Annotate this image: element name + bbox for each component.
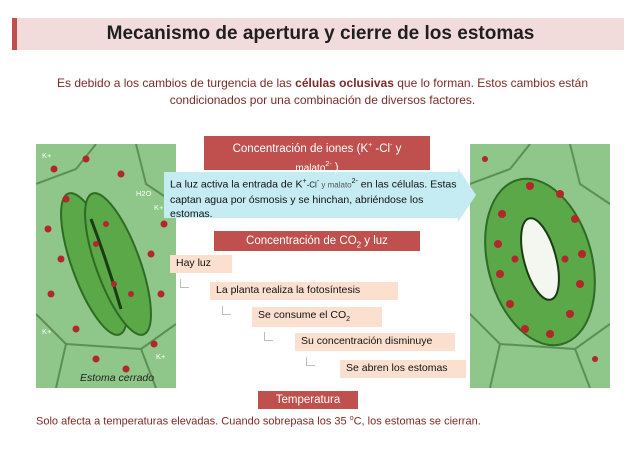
factor-temp-box: [258, 391, 358, 409]
ion-dot: [93, 356, 100, 363]
ion-dot: [48, 291, 55, 298]
ion-dot: [45, 226, 52, 233]
label-h2o: H2O: [136, 189, 152, 198]
open-stoma-illustration: [470, 144, 610, 388]
ion-dot: [576, 280, 584, 288]
step-2-text: La planta realiza la fotosíntesis: [216, 284, 361, 296]
factor-ions-sup2: -: [390, 142, 393, 149]
step-5-text: Se abren los estomas: [346, 362, 448, 374]
ions-text-f: 2-: [351, 178, 358, 185]
ion-dot: [521, 325, 529, 333]
step-1: [170, 255, 232, 273]
transition-arrow-head: [458, 168, 476, 222]
ions-text-g: en las células. Estas captan agua por ósmosis y se hinchan, abriéndose los estomas.: [170, 178, 457, 220]
factor-ions-box: [204, 136, 430, 174]
factor-ions-sup1: +: [368, 142, 373, 149]
title-bar: [12, 18, 624, 50]
step-4-text: Su concentración disminuye: [301, 335, 433, 347]
footer-a: Solo afecta a temperaturas elevadas. Cuando sobrepasa los 35: [36, 415, 350, 428]
label-k-1: K+: [42, 151, 52, 160]
factor-co2-box: [214, 231, 420, 251]
ion-dot: [498, 210, 506, 218]
temperature-note: [36, 415, 481, 428]
connector-2: [222, 306, 231, 315]
connector-3: [264, 332, 273, 341]
label-k-3: K+: [42, 327, 52, 336]
ion-dot: [83, 156, 90, 163]
ions-text-d: -: [316, 178, 320, 185]
ion-dot: [566, 310, 574, 318]
ion-dot: [158, 291, 165, 298]
factor-temp-label: Temperatura: [275, 394, 341, 406]
ion-dot: [512, 256, 519, 263]
connector-1: [180, 279, 189, 288]
factor-ions-line2: malato: [295, 162, 326, 174]
ion-dot: [494, 240, 502, 248]
step-5: [340, 360, 466, 378]
ion-dot: [556, 190, 564, 198]
ions-text-b: +: [302, 178, 307, 185]
intro-part2: que lo forman. Estos cambios están condicionados por una combinación de diversos factores.: [169, 76, 588, 107]
factor-ions-sup3: 2-: [325, 160, 332, 168]
factor-co2-label: Concentración de CO: [246, 235, 357, 247]
factor-ions-mid: -Cl: [372, 142, 391, 155]
ion-dot: [546, 330, 554, 338]
ion-dot: [526, 182, 534, 190]
factor-co2-end: y luz: [361, 235, 388, 247]
factor-ions-end1: y: [392, 142, 402, 155]
factor-co2-sub: 2: [356, 240, 362, 250]
ions-text-a: La luz activa la entrada de K: [170, 178, 303, 191]
connector-4: [306, 357, 315, 366]
step-3-text: Se consume el CO: [258, 309, 347, 321]
intro-text: [30, 75, 615, 109]
page-title: Mecanismo de apertura y cierre de los estomas: [106, 23, 535, 44]
ion-dot: [592, 356, 598, 362]
ion-dot: [482, 156, 488, 162]
closed-stoma-illustration: [36, 144, 176, 388]
ion-dot: [51, 166, 58, 173]
ion-dot: [148, 251, 155, 258]
factor-ions-end2: ): [331, 161, 339, 174]
label-k-4: K+: [156, 352, 166, 361]
ion-dot: [151, 341, 158, 348]
ion-dot: [578, 250, 586, 258]
step-4: [295, 333, 455, 351]
ion-dot: [73, 326, 80, 333]
ion-dot: [128, 291, 134, 297]
ions-explanation: [170, 175, 460, 221]
footer-sup: o: [349, 415, 354, 422]
step-1-text: Hay luz: [176, 257, 212, 269]
ion-dot: [93, 241, 99, 247]
ions-text-e: y malato: [319, 180, 352, 190]
ion-dot: [103, 221, 109, 227]
ion-dot: [118, 171, 125, 178]
ion-dot: [111, 281, 117, 287]
ions-text-c: -Cl: [306, 180, 317, 190]
footer-b: C, los estomas se cierran.: [353, 415, 481, 428]
intro-part1: Es debido a los cambios de turgencia de las: [57, 76, 296, 90]
ion-dot: [571, 215, 579, 223]
ion-dot: [63, 196, 70, 203]
closed-stoma-caption: Estoma cerrado: [80, 372, 155, 384]
ion-dot: [58, 256, 65, 263]
factor-ions-label: Concentración de iones (K: [232, 142, 369, 155]
step-3: [252, 307, 382, 327]
intro-bold: células oclusivas: [295, 76, 394, 90]
ion-dot: [161, 221, 168, 228]
step-3-sub: 2: [346, 316, 351, 324]
ion-dot: [562, 256, 569, 263]
label-k-2: K+: [154, 203, 164, 212]
ion-dot: [506, 300, 514, 308]
step-2: [210, 282, 398, 300]
ion-dot: [496, 270, 504, 278]
